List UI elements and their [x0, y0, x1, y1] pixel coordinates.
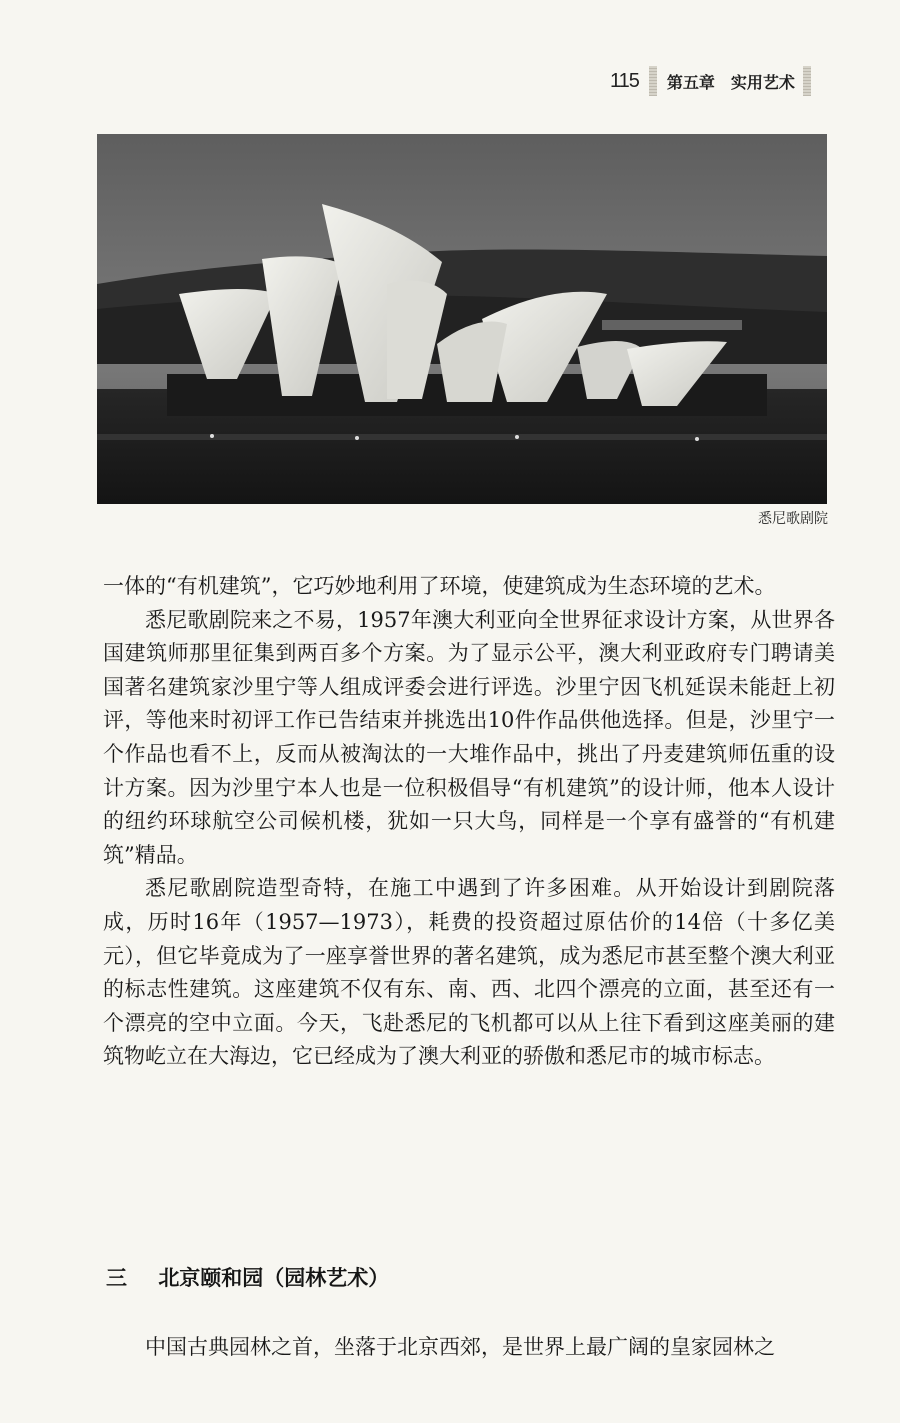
- paragraph-construction: 悉尼歌剧院造型奇特，在施工中遇到了许多困难。从开始设计到剧院落成，历时16年（1957—1973），耗费的投资超过原估价的14倍（十多亿美元），但它毕竟成为了一座享誉世界的著名建筑，成为悉尼市甚至整个澳大利亚的标志性建筑。这座建筑不仅有东、南、西、北四个漂亮的立面，甚至还有一个漂亮的空中立面。今天，飞赴悉尼的飞机都可以从上往下看到这座美丽的建筑物屹立在大海边，它已经成为了澳大利亚的骄傲和悉尼市的城市标志。: [103, 876, 835, 1069]
- paragraph-competition: 悉尼歌剧院来之不易，1957年澳大利亚向全世界征求设计方案，从世界各国建筑师那里征集到两百多个方案。为了显示公平，澳大利亚政府专门聘请美国著名建筑家沙里宁等人组成评委会进行评选。沙里宁因飞机延误未能赶上初评，等他来时初评工作已告结束并挑选出10件作品供他选择。但是，沙里宁一个作品也看不上，反而从被淘汰的一大堆作品中，挑出了丹麦建筑师伍重的设计方案。因为沙里宁本人也是一位积极倡导“有机建筑”的设计师，他本人设计的纽约环球航空公司候机楼，犹如一只大鸟，同样是一个享有盛誉的“有机建筑”精品。: [103, 607, 835, 867]
- running-header: [610, 66, 840, 96]
- page-number: 115: [610, 69, 639, 92]
- section-heading: [106, 1262, 389, 1292]
- chapter-title: 第五章 实用艺术: [666, 72, 795, 92]
- body-text-block: [103, 570, 835, 1074]
- paragraph-continued: 一体的“有机建筑”，它巧妙地利用了环境，使建筑成为生态环境的艺术。: [103, 574, 776, 598]
- sydney-opera-house-photo: [97, 134, 827, 504]
- section-title-text: 北京颐和园（园林艺术）: [158, 1266, 390, 1290]
- figure-caption: 悉尼歌剧院: [758, 511, 828, 527]
- section-number: 三: [106, 1266, 127, 1290]
- header-end-bar: [803, 66, 811, 96]
- paragraph-summer-palace: 中国古典园林之首，坐落于北京西郊，是世界上最广阔的皇家园林之: [145, 1335, 775, 1359]
- header-divider-bar: [649, 66, 657, 96]
- section-body: [103, 1331, 835, 1365]
